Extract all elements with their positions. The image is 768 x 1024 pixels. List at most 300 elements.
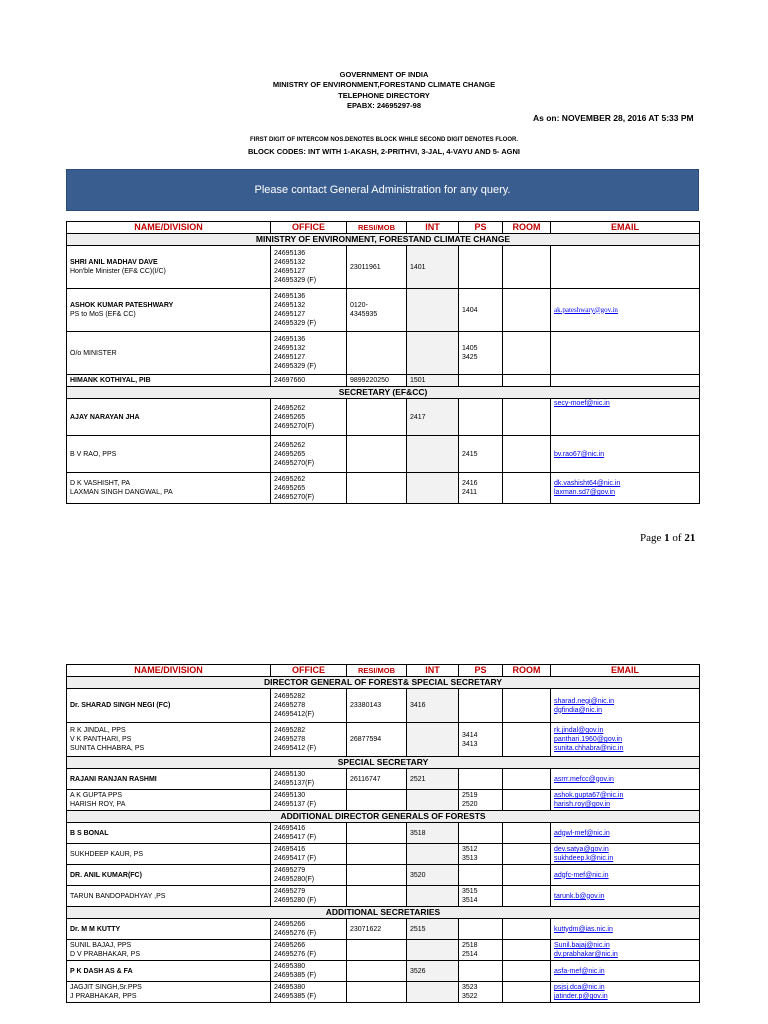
email-link[interactable]: ak.pateshwary@gov.in (554, 305, 618, 314)
page-number (640, 532, 695, 544)
table-row (67, 399, 700, 436)
email-link[interactable]: tarunk.b@gov.in (554, 892, 605, 900)
office-cell (271, 823, 347, 844)
page-of: of (672, 532, 682, 544)
header-ministry: MINISTRY OF ENVIRONMENT,FORESTAND CLIMATE CHANGE (272, 80, 496, 89)
name-cell (67, 399, 271, 436)
ps-cell (459, 790, 503, 811)
table-row (67, 919, 700, 940)
office-cell-line: 24695132 (274, 259, 306, 266)
resi-cell (347, 982, 407, 1003)
office-cell-line: 24695416 (274, 846, 306, 853)
office-cell-line: 24695417 (F) (274, 855, 317, 862)
int-cell (407, 886, 459, 907)
col-resi: RESI/MOB (347, 222, 407, 234)
name-cell (67, 473, 271, 504)
name-staff: SUNITA CHHABRA, PS (70, 745, 145, 752)
ps-cell-line: 3523 (462, 984, 478, 991)
resi-cell: 23380143 (347, 689, 407, 723)
email-cell (551, 436, 700, 473)
resi-cell-line: 4345935 (350, 311, 378, 318)
col-room: ROOM (503, 665, 551, 677)
resi-cell (347, 246, 407, 289)
ps-cell-line: 2520 (462, 801, 478, 808)
resi-cell-line: 9899220250 (350, 377, 389, 384)
ps-cell-line: 3512 (462, 846, 478, 853)
table-header-row (67, 665, 700, 677)
ps-cell (459, 865, 503, 886)
table-row (67, 723, 700, 757)
ps-cell-line: 2519 (462, 792, 478, 799)
int-cell (407, 332, 459, 375)
office-cell-line: 24695278 (274, 736, 306, 743)
office-cell (271, 436, 347, 473)
table-row (67, 473, 700, 504)
name-staff: J PRABHAKAR, PPS (70, 993, 137, 1000)
room-cell (503, 886, 551, 907)
name-primary: ASHOK KUMAR PATESHWARY (70, 302, 174, 309)
name-cell (67, 689, 271, 723)
resi-cell (347, 399, 407, 436)
room-cell (503, 961, 551, 982)
name-cell (67, 940, 271, 961)
email-link[interactable]: asfa-mef@nic.in (554, 967, 605, 975)
email-link[interactable]: ashok.gupta67@nic.in (554, 792, 624, 799)
email-link[interactable]: secy-moef@nic.in (554, 400, 610, 407)
office-cell-line: 24697660 (274, 377, 306, 384)
section-row (67, 811, 700, 823)
resi-cell: 26116747 (347, 769, 407, 790)
ps-cell-line: 1405 (462, 345, 478, 352)
col-resi: RESI/MOB (347, 665, 407, 677)
email-cell (551, 865, 700, 886)
office-cell-line: 24695270(F) (274, 459, 315, 467)
page-current: 1 (664, 532, 670, 544)
resi-cell (347, 961, 407, 982)
room-cell (503, 473, 551, 504)
ps-cell (459, 473, 503, 504)
ps-cell (459, 961, 503, 982)
table-row (67, 844, 700, 865)
office-cell-line: 24695276 (F) (274, 951, 317, 958)
office-cell-line: 24695417 (F) (274, 834, 317, 841)
name-primary: RAJANI RANJAN RASHMI (70, 775, 157, 783)
office-cell-line: 24695380 (274, 963, 306, 970)
int-cell: 3520 (407, 865, 459, 886)
section-row (67, 234, 700, 246)
table-row (67, 865, 700, 886)
ps-cell (459, 689, 503, 723)
office-cell-line: 24695270(F) (274, 422, 315, 430)
int-cell (407, 436, 459, 473)
int-cell: 3526 (407, 961, 459, 982)
office-cell-line: 24695127 (274, 354, 306, 361)
name-cell (67, 919, 271, 940)
ps-cell (459, 289, 503, 332)
office-cell-line: 24695412 (F) (274, 745, 317, 752)
name-designation: PS to MoS (EF& CC) (70, 311, 136, 318)
section-row (67, 387, 700, 399)
resi-cell-line: 0120- (350, 302, 368, 309)
ps-cell (459, 982, 503, 1003)
int-cell: 1401 (407, 246, 459, 289)
email-link[interactable]: dv.prabhakar@nic.in (554, 951, 618, 958)
section-title: SPECIAL SECRETARY (67, 757, 700, 769)
as-on-timestamp: As on: NOVEMBER 28, 2016 AT 5:33 PM (533, 113, 694, 123)
office-cell-line: 24695282 (274, 727, 306, 734)
email-cell (551, 769, 700, 790)
section-row (67, 677, 700, 689)
resi-cell (347, 886, 407, 907)
office-cell (271, 865, 347, 886)
table-row (67, 961, 700, 982)
int-cell: 3518 (407, 823, 459, 844)
name-designation: O/o MINISTER (70, 349, 117, 357)
name-staff: JAGJIT SINGH,Sr.PPS (70, 984, 142, 991)
email-cell (551, 844, 700, 865)
resi-cell: 26877594 (347, 723, 407, 757)
table-row (67, 886, 700, 907)
resi-cell (347, 823, 407, 844)
office-cell-line: 24695136 (274, 293, 306, 300)
resi-cell (347, 436, 407, 473)
name-primary: Dr. SHARAD SINGH NEGI (FC) (70, 702, 171, 709)
office-cell-line: 24695265 (274, 484, 306, 492)
email-link[interactable]: sukhdeep.k@nic.in (554, 855, 614, 862)
query-banner (66, 169, 699, 211)
ps-cell (459, 886, 503, 907)
resi-cell (347, 865, 407, 886)
office-cell (271, 886, 347, 907)
int-cell: 2417 (407, 399, 459, 436)
int-cell (407, 844, 459, 865)
name-cell (67, 289, 271, 332)
name-staff: SUNIL BAJAJ, PPS (70, 942, 132, 949)
email-cell (551, 473, 700, 504)
name-cell (67, 844, 271, 865)
ps-cell-line: 3513 (462, 855, 478, 862)
office-cell-line: 24695127 (274, 311, 306, 318)
table-row (67, 940, 700, 961)
ps-cell (459, 844, 503, 865)
ps-cell-line: 3515 (462, 888, 478, 895)
col-ps: PS (459, 665, 503, 677)
col-ps: PS (459, 222, 503, 234)
office-cell-line: 24695127 (274, 268, 306, 275)
name-cell (67, 332, 271, 375)
table-row (67, 790, 700, 811)
int-cell: 2515 (407, 919, 459, 940)
ps-cell (459, 399, 503, 436)
int-cell (407, 982, 459, 1003)
name-designation: B V RAO, PPS (70, 450, 117, 458)
room-cell (503, 823, 551, 844)
name-designation: Hon'ble Minister (EF& CC)(I/C) (70, 268, 166, 275)
name-staff: D V PRABHAKAR, PS (70, 951, 141, 958)
col-office: OFFICE (271, 665, 347, 677)
office-cell-line: 24695329 (F) (274, 363, 317, 370)
name-staff: A K GUPTA PPS (70, 792, 123, 799)
resi-cell (347, 844, 407, 865)
office-cell-line: 24695262 (274, 475, 306, 483)
office-cell-line: 24695280(F) (274, 876, 315, 883)
ps-cell (459, 769, 503, 790)
office-cell (271, 982, 347, 1003)
table-row (67, 246, 700, 289)
header-directory-title: TELEPHONE DIRECTORY (338, 91, 430, 100)
name-cell (67, 375, 271, 387)
office-cell-line: 24695265 (274, 413, 306, 421)
room-cell (503, 375, 551, 387)
email-link[interactable]: rk.jindal@gov.in (554, 727, 604, 734)
office-cell-line: 24695278 (274, 702, 306, 709)
email-link[interactable]: asrrr.mefcc@gov.in (554, 775, 614, 783)
email-link[interactable]: dk.vashisht64@nic.in (554, 480, 621, 487)
ps-cell-line: 2415 (462, 450, 478, 458)
office-cell-line: 24695280 (F) (274, 897, 317, 904)
ps-cell (459, 823, 503, 844)
office-cell (271, 399, 347, 436)
email-cell (551, 332, 700, 375)
ps-cell-line: 2518 (462, 942, 478, 949)
office-cell (271, 723, 347, 757)
email-cell (551, 375, 700, 387)
email-cell (551, 982, 700, 1003)
office-cell (271, 375, 347, 387)
email-link[interactable]: laxman.sd7@gov.in (554, 489, 616, 496)
office-cell-line: 24695266 (274, 942, 306, 949)
office-cell-line: 24695276 (F) (274, 930, 317, 937)
room-cell (503, 982, 551, 1003)
int-cell (407, 723, 459, 757)
email-cell (551, 246, 700, 289)
int-cell (407, 790, 459, 811)
table-row (67, 823, 700, 844)
email-link[interactable]: dev.satya@gov.in (554, 846, 609, 853)
email-cell (551, 961, 700, 982)
room-cell (503, 844, 551, 865)
section-title: ADDITIONAL SECRETARIES (67, 907, 700, 919)
name-primary: AJAY NARAYAN JHA (70, 413, 140, 421)
ps-cell-line: 2411 (462, 489, 478, 496)
table-row (67, 289, 700, 332)
email-link[interactable]: kuttydm@ias.nic.in (554, 925, 613, 933)
col-room: ROOM (503, 222, 551, 234)
banner-text: Please contact General Administration for any query. (254, 184, 511, 196)
office-cell-line: 24695262 (274, 404, 306, 412)
col-name: NAME/DIVISION (67, 222, 271, 234)
office-cell-line: 24695270(F) (274, 493, 315, 501)
office-cell-line: 24695385 (F) (274, 972, 317, 979)
email-cell (551, 919, 700, 940)
ps-cell-line: 3413 (462, 740, 478, 748)
int-cell (407, 289, 459, 332)
ps-cell-line: 3414 (462, 731, 478, 739)
name-cell (67, 961, 271, 982)
email-link[interactable]: panthari.1960@gov.in (554, 736, 623, 743)
resi-cell (347, 790, 407, 811)
office-cell-line: 24695137 (F) (274, 801, 317, 808)
office-cell (271, 790, 347, 811)
email-link[interactable]: adgfc-mef@nic.in (554, 871, 609, 879)
col-office: OFFICE (271, 222, 347, 234)
email-cell (551, 289, 700, 332)
col-name: NAME/DIVISION (67, 665, 271, 677)
block-codes-note: BLOCK CODES: INT WITH 1-AKASH, 2-PRITHVI, 3-JAL, 4-VAYU AND 5- AGNI (248, 147, 520, 156)
email-cell (551, 723, 700, 757)
room-cell (503, 723, 551, 757)
ps-cell-line: 3522 (462, 993, 478, 1000)
table-header-row (67, 222, 700, 234)
name-cell (67, 823, 271, 844)
int-cell: 1501 (407, 375, 459, 387)
room-cell (503, 399, 551, 436)
resi-cell (347, 289, 407, 332)
ps-cell-line: 2514 (462, 951, 478, 958)
int-cell: 2521 (407, 769, 459, 790)
email-link[interactable]: bv.rao67@nic.in (554, 450, 605, 458)
int-cell: 3416 (407, 689, 459, 723)
name-designation: LAXMAN SINGH DANGWAL, PA (70, 489, 173, 496)
email-link[interactable]: adgwl-mef@nic.in (554, 829, 610, 837)
office-cell (271, 246, 347, 289)
ps-cell (459, 940, 503, 961)
email-link[interactable]: Sunil.bajaj@nic.in (554, 942, 610, 949)
office-cell-line: 24695329 (F) (274, 320, 317, 327)
room-cell (503, 769, 551, 790)
resi-cell: 23071622 (347, 919, 407, 940)
email-cell (551, 790, 700, 811)
directory-table-page2 (66, 664, 700, 1003)
name-staff: TARUN BANDOPADHYAY ,PS (70, 892, 166, 900)
ps-cell-line: 1404 (462, 306, 478, 314)
ps-cell (459, 919, 503, 940)
resi-cell (347, 473, 407, 504)
col-email: EMAIL (551, 665, 700, 677)
office-cell-line: 24695279 (274, 867, 306, 874)
page-label: Page (640, 532, 662, 544)
ps-cell-line: 3514 (462, 897, 478, 904)
office-cell (271, 919, 347, 940)
office-cell-line: 24695412(F) (274, 711, 315, 718)
table-row (67, 769, 700, 790)
email-link[interactable]: psjsj.dca@nic.in (554, 984, 605, 991)
table-row (67, 982, 700, 1003)
table-row (67, 436, 700, 473)
email-link[interactable]: dgfindia@nic.in (554, 706, 602, 714)
header-epabx: EPABX: 24695297-98 (346, 101, 422, 110)
header-government: GOVERNMENT OF INDIA (339, 70, 429, 79)
office-cell-line: 24695130 (274, 792, 306, 799)
resi-cell (347, 375, 407, 387)
name-designation: D K VASHISHT, PA (70, 480, 131, 487)
int-cell (407, 473, 459, 504)
room-cell (503, 940, 551, 961)
office-cell-line: 24695282 (274, 693, 306, 700)
office-cell (271, 289, 347, 332)
name-primary: DR. ANIL KUMAR(FC) (70, 871, 142, 879)
office-cell-line: 24695130 (274, 771, 306, 778)
ps-cell-line: 3425 (462, 354, 478, 361)
resi-cell-line: 23011961 (350, 263, 381, 271)
room-cell (503, 790, 551, 811)
section-row (67, 757, 700, 769)
name-cell (67, 769, 271, 790)
ps-cell-line: 2416 (462, 480, 478, 487)
email-link[interactable]: jatinder.p@gov.in (554, 993, 608, 1000)
office-cell (271, 844, 347, 865)
name-cell (67, 982, 271, 1003)
email-cell (551, 886, 700, 907)
office-cell (271, 689, 347, 723)
office-cell-line: 24695416 (274, 825, 306, 832)
section-row (67, 907, 700, 919)
office-cell-line: 24695385 (F) (274, 993, 317, 1000)
email-link[interactable]: sharad.negi@nic.in (554, 697, 615, 705)
ps-cell (459, 332, 503, 375)
page-total: 21 (684, 532, 696, 544)
room-cell (503, 289, 551, 332)
ps-cell (459, 436, 503, 473)
office-cell (271, 332, 347, 375)
room-cell (503, 919, 551, 940)
office-cell-line: 24695329 (F) (274, 277, 317, 284)
name-staff: SUKHDEEP KAUR, PS (70, 850, 144, 858)
int-cell (407, 940, 459, 961)
office-cell-line: 24695279 (274, 888, 306, 895)
room-cell (503, 689, 551, 723)
name-cell (67, 723, 271, 757)
room-cell (503, 246, 551, 289)
col-int: INT (407, 222, 459, 234)
ps-cell (459, 723, 503, 757)
email-link[interactable]: harish.roy@gov.in (554, 801, 610, 808)
office-cell-line: 24695132 (274, 345, 306, 352)
name-cell (67, 436, 271, 473)
name-staff: R K JINDAL, PPS (70, 727, 126, 734)
email-cell (551, 399, 700, 436)
name-primary: B S BONAL (70, 829, 109, 837)
email-link[interactable]: sunita.chhabra@nic.in (554, 745, 624, 752)
col-int: INT (407, 665, 459, 677)
email-cell (551, 940, 700, 961)
email-cell (551, 823, 700, 844)
name-primary: SHRI ANIL MADHAV DAVE (70, 259, 158, 266)
resi-cell (347, 332, 407, 375)
office-cell-line: 24695262 (274, 441, 306, 449)
ps-cell (459, 375, 503, 387)
office-cell-line: 24695132 (274, 302, 306, 309)
name-cell (67, 790, 271, 811)
room-cell (503, 332, 551, 375)
office-cell-line: 24695136 (274, 250, 306, 257)
intercom-note: FIRST DIGIT OF INTERCOM NOS.DENOTES BLOCK WHILE SECOND DIGIT DENOTES FLOOR. (249, 137, 518, 143)
section-title: MINISTRY OF ENVIRONMENT, FORESTAND CLIMATE CHANGE (67, 234, 700, 246)
name-cell (67, 886, 271, 907)
name-cell (67, 246, 271, 289)
table-row (67, 689, 700, 723)
office-cell (271, 473, 347, 504)
office-cell-line: 24695380 (274, 984, 306, 991)
name-primary: P K DASH AS & FA (70, 967, 133, 975)
office-cell-line: 24695265 (274, 450, 306, 458)
col-email: EMAIL (551, 222, 700, 234)
room-cell (503, 865, 551, 886)
name-primary: Dr. M M KUTTY (70, 925, 121, 933)
section-title: SECRETARY (EF&CC) (67, 387, 700, 399)
office-cell (271, 769, 347, 790)
room-cell (503, 436, 551, 473)
